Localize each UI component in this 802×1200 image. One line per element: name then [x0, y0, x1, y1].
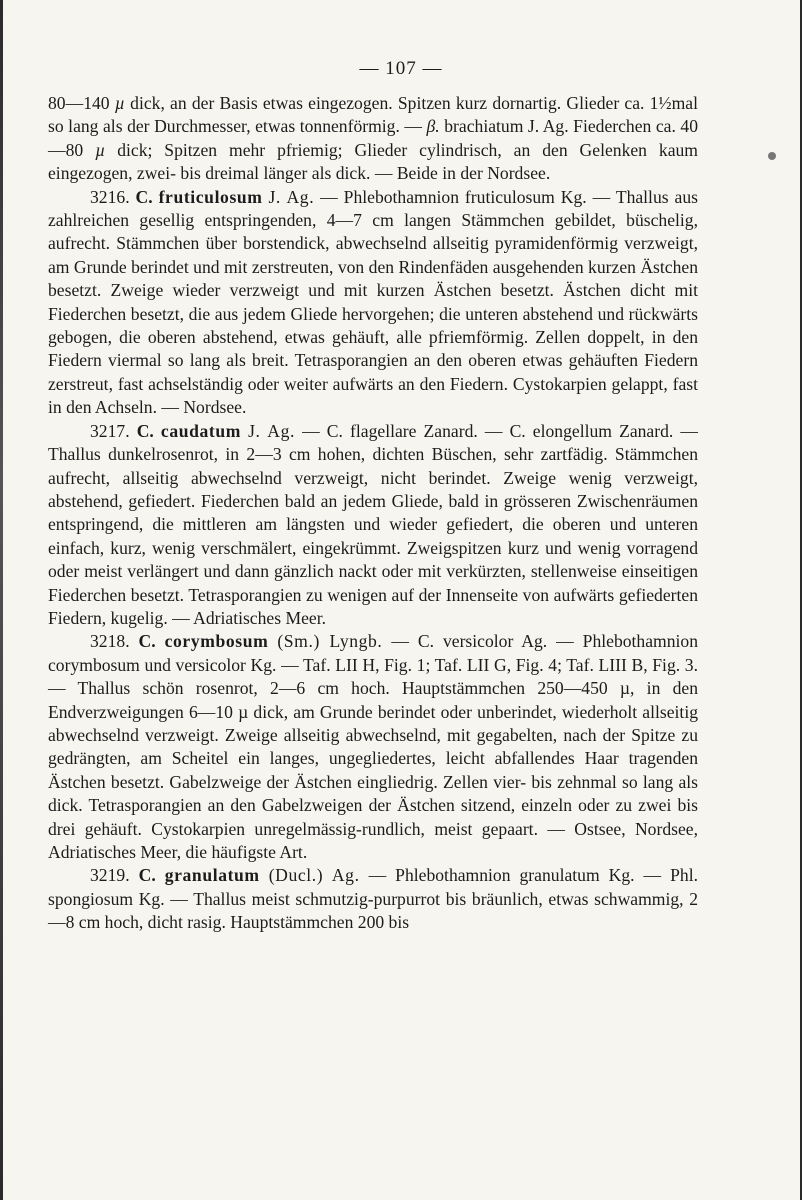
genus-abbrev: C. — [138, 865, 156, 886]
body-text — [48, 92, 698, 935]
species-name: corymbosum — [164, 631, 269, 652]
entry-description: — Phlebothamnion fruticulosum Kg. — Thallus aus zahlreichen gesellig entspringenden, 4—7 cm langen Stämmchen gebildet, büschelig, aufrecht. Stämmchen über borstendick, abwechselnd allseitig pyramidenförmig verzweigt, am Grunde berindet und mit zerstreuten, von den Rindenfäden ausgehenden kurzen Ästchen besetzt. Zweige wieder verzweigt und mit kurzen Ästchen besetzt. Ästchen dicht mit Fiederchen besetzt, die aus jedem Gliede hervorgehen; die unteren abstehend und rückwärts gebogen, die oberen abstehend, etwas gehäuft, alle pfriemförmig. Zellen doppelt, in den Fiedern viermal so lang als breit. Tetrasporangien an den oberen etwas gehäuften Fiedern zerstreut, fast achselständig oder weiter aufwärts an den Fiedern. Cystokarpien gelappt, fast in den Achseln. — Nordsee. — [48, 186, 698, 418]
micro-symbol: µ — [95, 139, 106, 160]
intro-text-3: brachiatum J. Ag. Fiederchen ca. 40—80 — [48, 116, 698, 160]
species-name: fruticulosum — [158, 186, 263, 207]
intro-paragraph — [48, 92, 698, 186]
species-entry-3216 — [48, 186, 698, 420]
micro-symbol: µ — [114, 93, 125, 113]
intro-text-2: dick, an der Basis etwas eingezogen. Spitzen kurz dornartig. Glieder ca. 1½mal so lang als der Durchmesser, etwas tonnenförmig. — — [48, 93, 698, 137]
variety-beta: β. — [426, 116, 440, 137]
species-name: granulatum — [164, 865, 260, 886]
genus-abbrev: C. — [135, 186, 153, 207]
page-left-edge — [0, 0, 3, 1200]
species-name: caudatum — [160, 420, 241, 441]
entry-number: 3218. — [90, 631, 130, 652]
entry-description: — C. versicolor Ag. — Phlebothamnion corymbosum und versicolor Kg. — Taf. LII H, Fig. 1; Taf. LII G, Fig. 4; Taf. LIII B, Fig. 3. — Thallus schön rosenrot, 2—6 cm hoch. Hauptstämmchen 250—450 µ, in den Endverzweigungen 6—10 µ dick, am Grunde berindet oder unberindet, wiederholt allseitig abwechselnd verzweigt. Zweige allseitig abwechselnd, mit gegabelten, nach der Spitze zu gedrängten, am Scheitel ein langes, ungegliedertes, leicht abfallendes Haar tragenden Ästchen besetzt. Gabelzweige der Ästchen eingliedrig. Zellen vier- bis zehnmal so lang als dick. Tetrasporangien an den Gabelzweigen der Ästchen sitzend, einzeln oder zu zwei bis drei gehäuft. Cystokarpien unregelmässig-rundlich, meist gepaart. — Ostsee, Nordsee, Adriatisches Meer, die häufigste Art. — [48, 631, 698, 862]
species-entry-3219 — [48, 864, 698, 934]
page-number: — 107 — — [359, 58, 443, 79]
species-author: (Ducl.) Ag. — [268, 865, 360, 886]
entry-description: — Phlebothamnion granulatum Kg. — Phl. spongiosum Kg. — Thallus meist schmutzig-purpurrot bis bräunlich, etwas schwammig, 2—8 cm hoch, dicht rasig. Hauptstämmchen 200 bis — [48, 865, 699, 933]
entry-number: 3216. — [90, 186, 130, 207]
species-author: J. Ag. — [248, 420, 295, 441]
intro-text-1: 80—140 — [48, 93, 115, 113]
entry-description: — C. flagellare Zanard. — C. elongellum Zanard. — Thallus dunkelrosenrot, in 2—3 cm hohen, dichten Büschen, sehr zartfädig. Stämmchen aufrecht, allseitig abwechselnd verzweigt, nicht berindet. Zweige wenig verzweigt, abstehend, gefiedert. Fiederchen bald an jedem Gliede, bald in grösseren Zwischenräumen entspringend, die mittleren am längsten und wieder gefiedert, die oberen und unteren einfach, kurz, wenig verschmälert, eingekrümmt. Zweigspitzen kurz und wenig vorragend oder meist verlängert und dann gänzlich nackt oder mit verkürzten, stellenweise einseitigen Fiederchen besetzt. Tetrasporangien zu wenigen auf der Innenseite von aufwärts gefiederten Fiedern, kugelig. — Adriatisches Meer. — [48, 420, 698, 628]
entry-number: 3217. — [90, 420, 130, 441]
species-entry-3217 — [48, 420, 698, 631]
ink-spot-mark — [768, 152, 776, 160]
entry-number: 3219. — [90, 865, 130, 886]
genus-abbrev: C. — [136, 420, 154, 441]
species-author: J. Ag. — [268, 186, 315, 207]
genus-abbrev: C. — [138, 631, 156, 652]
species-entry-3218 — [48, 630, 698, 864]
species-author: (Sm.) Lyngb. — [277, 631, 383, 652]
intro-text-4: dick; Spitzen mehr pfriemig; Glieder cylindrisch, an den Gelenken kaum eingezogen, zwei- bis dreimal länger als dick. — Beide in der Nordsee. — [48, 139, 698, 184]
